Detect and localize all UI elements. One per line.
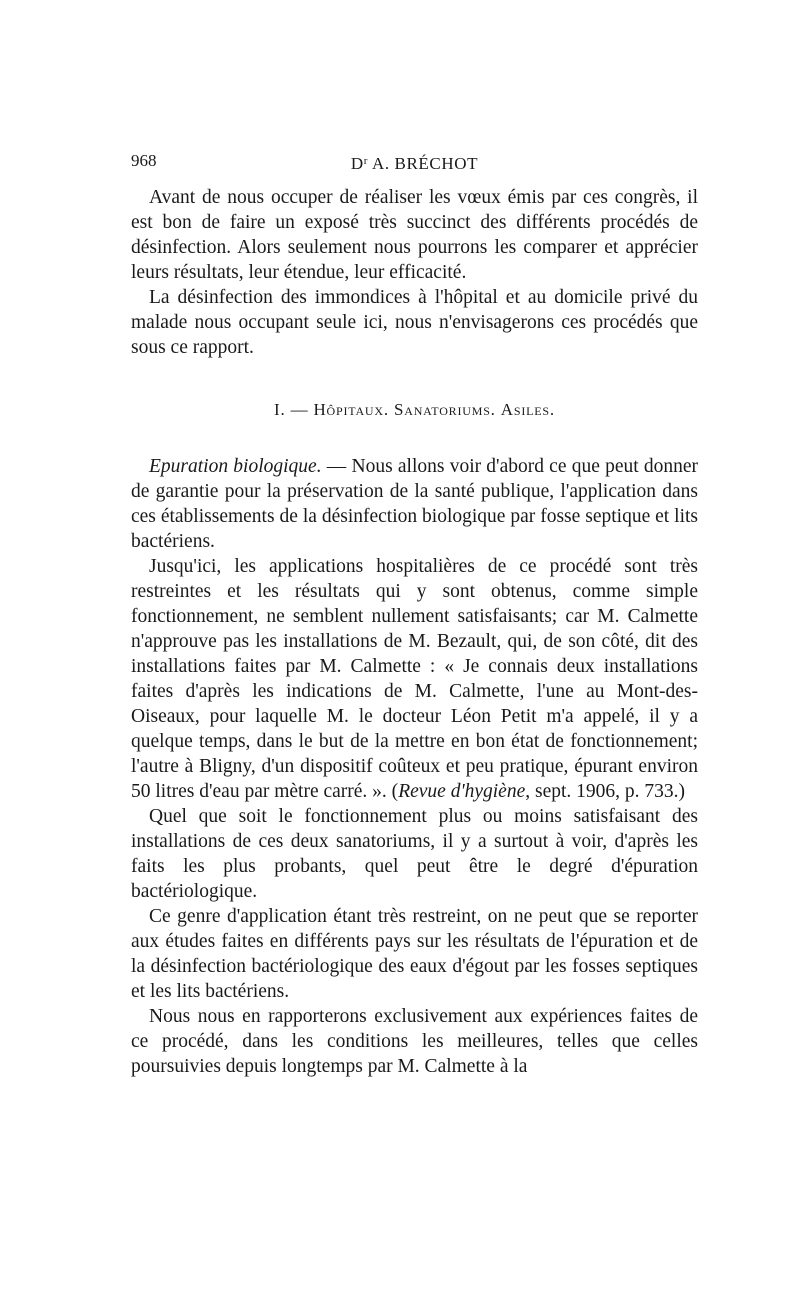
paragraph-fonctionnement: Quel que soit le fonctionnement plus ou moins satisfaisant des installations de ces deux sanatoriums, il y a surtout à voir, d'après les faits les plus probants, quel peut être le degré d'épuration bactériologique.: [131, 806, 698, 902]
paragraph-intro: Avant de nous occuper de réaliser les vœux émis par ces congrès, il est bon de faire un exposé très succinct des différents procédés de désinfection. Alors seulement nous pourrons les comparer et apprécier leurs résultats, leur étendue, leur efficacité.: [131, 187, 698, 283]
citation-details: , sept. 1906, p. 733.): [525, 781, 686, 802]
paragraph-epuration-text: — Nous allons voir d'abord ce que peut donner de garantie pour la préservation de la santé publique, l'application dans ces établissements de la désinfection biologique par fosse septique et lits bactériens.: [131, 456, 699, 552]
section-dash: —: [285, 400, 314, 419]
section-title-hopitaux: Hôpitaux.: [313, 400, 389, 419]
document-page: [131, 146, 698, 1079]
paragraph-applications: [131, 554, 698, 804]
author-prefix: D: [350, 154, 364, 173]
author-prefix-superscript: r: [363, 155, 369, 167]
section-number: I.: [274, 400, 286, 419]
paragraph-experiences: Nous nous en rapporterons exclusivement aux expériences faites de ce procédé, dans les conditions les meilleures, telles que celles poursuivies depuis longtemps par M. Calmette à la: [131, 1006, 698, 1077]
paragraph-epuration: [131, 454, 698, 554]
intro-block: [131, 185, 698, 360]
running-head: [131, 146, 698, 176]
section-heading: [131, 397, 698, 422]
paragraph-scope: La désinfection des immondices à l'hôpital et au domicile privé du malade nous occupant seule ici, nous n'envisagerons ces procédés que sous ce rapport.: [131, 287, 698, 358]
page-number: 968: [131, 151, 157, 170]
paragraph-etudes: Ce genre d'application étant très restreint, on ne peut que se reporter aux études faites en différents pays sur les résultats de l'épuration et de la désinfection bactériologique des eaux d'égout par les fosses septiques et les lits bactériens.: [131, 906, 698, 1002]
section-title-sanatoriums: Sanatoriums.: [393, 400, 496, 419]
paragraph-applications-text: Jusqu'ici, les applications hospitalières de ce procédé sont très restreintes et les résultats qui y sont obtenus, comme simple fonctionnement, ne semblent nullement satisfaisants; car M. Calmette n'approuve pas les installations de M. Bezault, qui, de son côté, dit des installations faites par M. Calmette : « Je connais deux installations faites d'après les indications de M. Calmette, l'une au Mont-des-Oiseaux, pour laquelle M. le docteur Léon Petit m'a appelé, il y a quelque temps, dans le but de la mettre en bon état de fonctionnement; l'autre à Bligny, d'un dispositif coûteux et peu pratique, épurant environ 50 litres d'eau par mètre carré. ». (: [131, 556, 698, 802]
citation-journal: Revue d'hygiène: [398, 781, 526, 802]
section-title-asiles: Asiles.: [500, 400, 555, 419]
author-name: A. BRÉCHOT: [368, 154, 479, 173]
subsection-label: Epuration biologique.: [149, 456, 322, 477]
body-block: [131, 454, 698, 1079]
running-head-author: [131, 146, 698, 179]
